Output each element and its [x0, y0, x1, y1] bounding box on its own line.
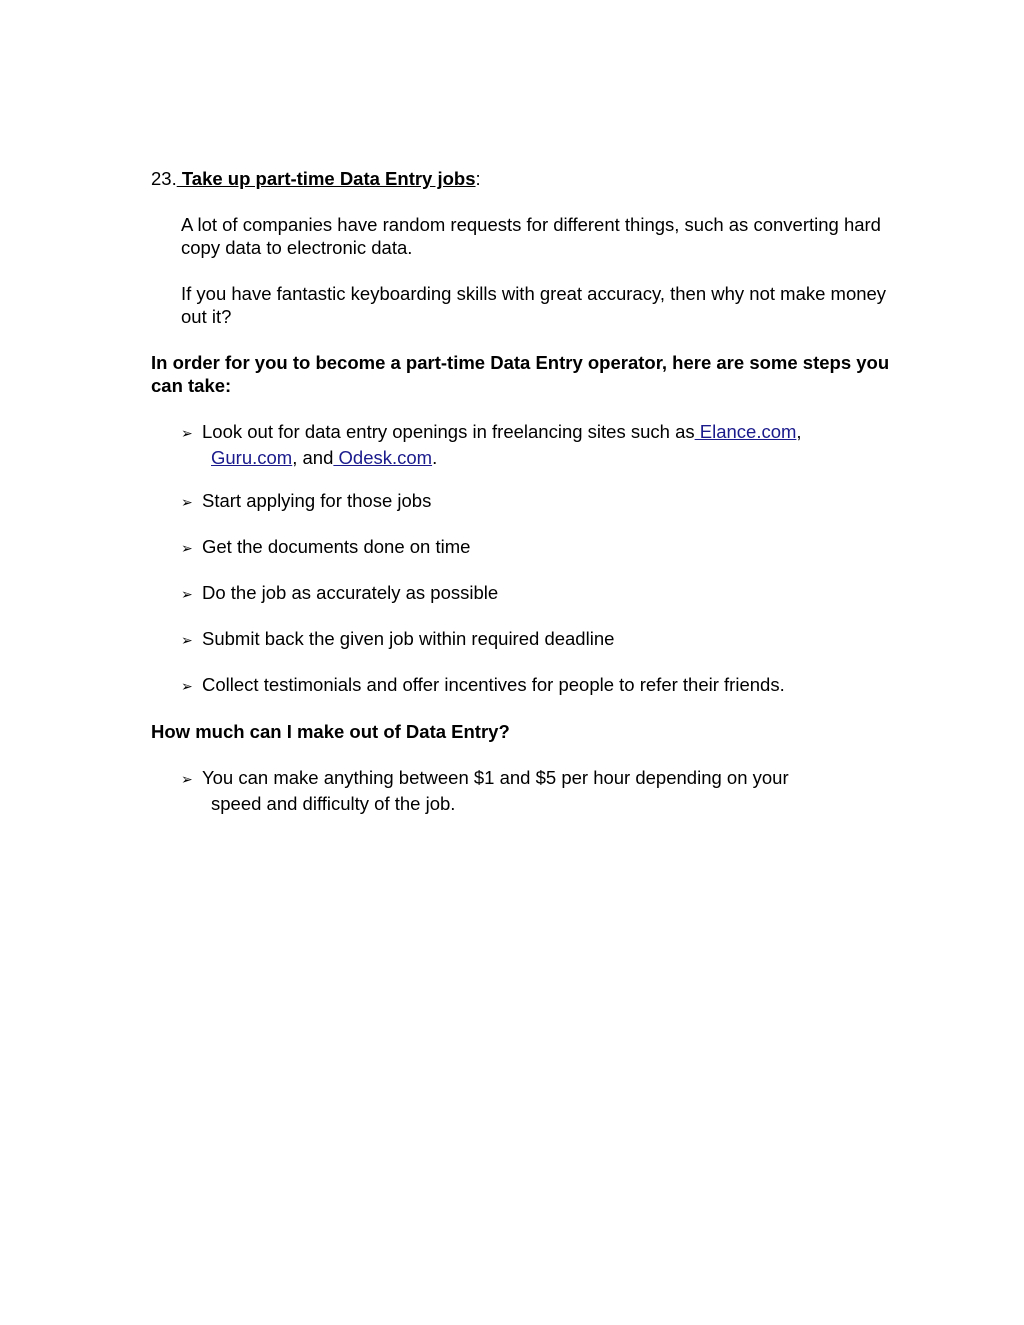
list-item [181, 627, 881, 653]
list-item-text: You can make anything between $1 and $5 per hour depending on your [202, 767, 789, 788]
arrow-bullet-icon: ➢ [181, 541, 193, 557]
list-item-text: Do the job as accurately as possible [202, 582, 499, 603]
paragraph-2: If you have fantastic keyboarding skills with great accuracy, then why not make money out it? [181, 283, 887, 327]
list-item [181, 535, 881, 561]
list-item [181, 673, 881, 699]
section-title-colon: : [475, 168, 481, 189]
list-item-separator: , [796, 421, 802, 442]
list-item [181, 420, 881, 469]
arrow-bullet-icon: ➢ [181, 426, 193, 442]
list-item-text: Start applying for those jobs [202, 490, 432, 511]
list-item-text-continued: speed and difficulty of the job. [211, 793, 456, 814]
list-item-text: Look out for data entry openings in freelancing sites such as [202, 421, 695, 442]
guru-link[interactable]: Guru.com [211, 447, 293, 468]
list-item-text: Collect testimonials and offer incentives for people to refer their friends. [202, 674, 785, 695]
arrow-bullet-icon: ➢ [181, 587, 193, 603]
list-item-text: Submit back the given job within required deadline [202, 628, 615, 649]
list-item [181, 766, 881, 815]
paragraph-1: A lot of companies have random requests for different things, such as converting hard copy data to electronic data. [181, 214, 881, 258]
list-item [181, 581, 881, 607]
arrow-bullet-icon: ➢ [181, 633, 193, 649]
odesk-link[interactable]: Odesk.com [333, 447, 433, 468]
arrow-bullet-icon: ➢ [181, 495, 193, 511]
steps-intro: In order for you to become a part-time Data Entry operator, here are some steps you can take: [151, 352, 890, 396]
list-item-end: . [432, 447, 438, 468]
list-item [181, 489, 881, 515]
arrow-bullet-icon: ➢ [181, 772, 193, 788]
section-heading [151, 167, 481, 190]
elance-link[interactable]: Elance.com [694, 421, 797, 442]
earnings-heading: How much can I make out of Data Entry? [151, 721, 510, 742]
list-item-separator: , and [292, 447, 334, 468]
section-title: Take up part-time Data Entry jobs [176, 168, 476, 189]
section-number: 23. [151, 168, 177, 189]
arrow-bullet-icon: ➢ [181, 679, 193, 695]
list-item-text: Get the documents done on time [202, 536, 471, 557]
